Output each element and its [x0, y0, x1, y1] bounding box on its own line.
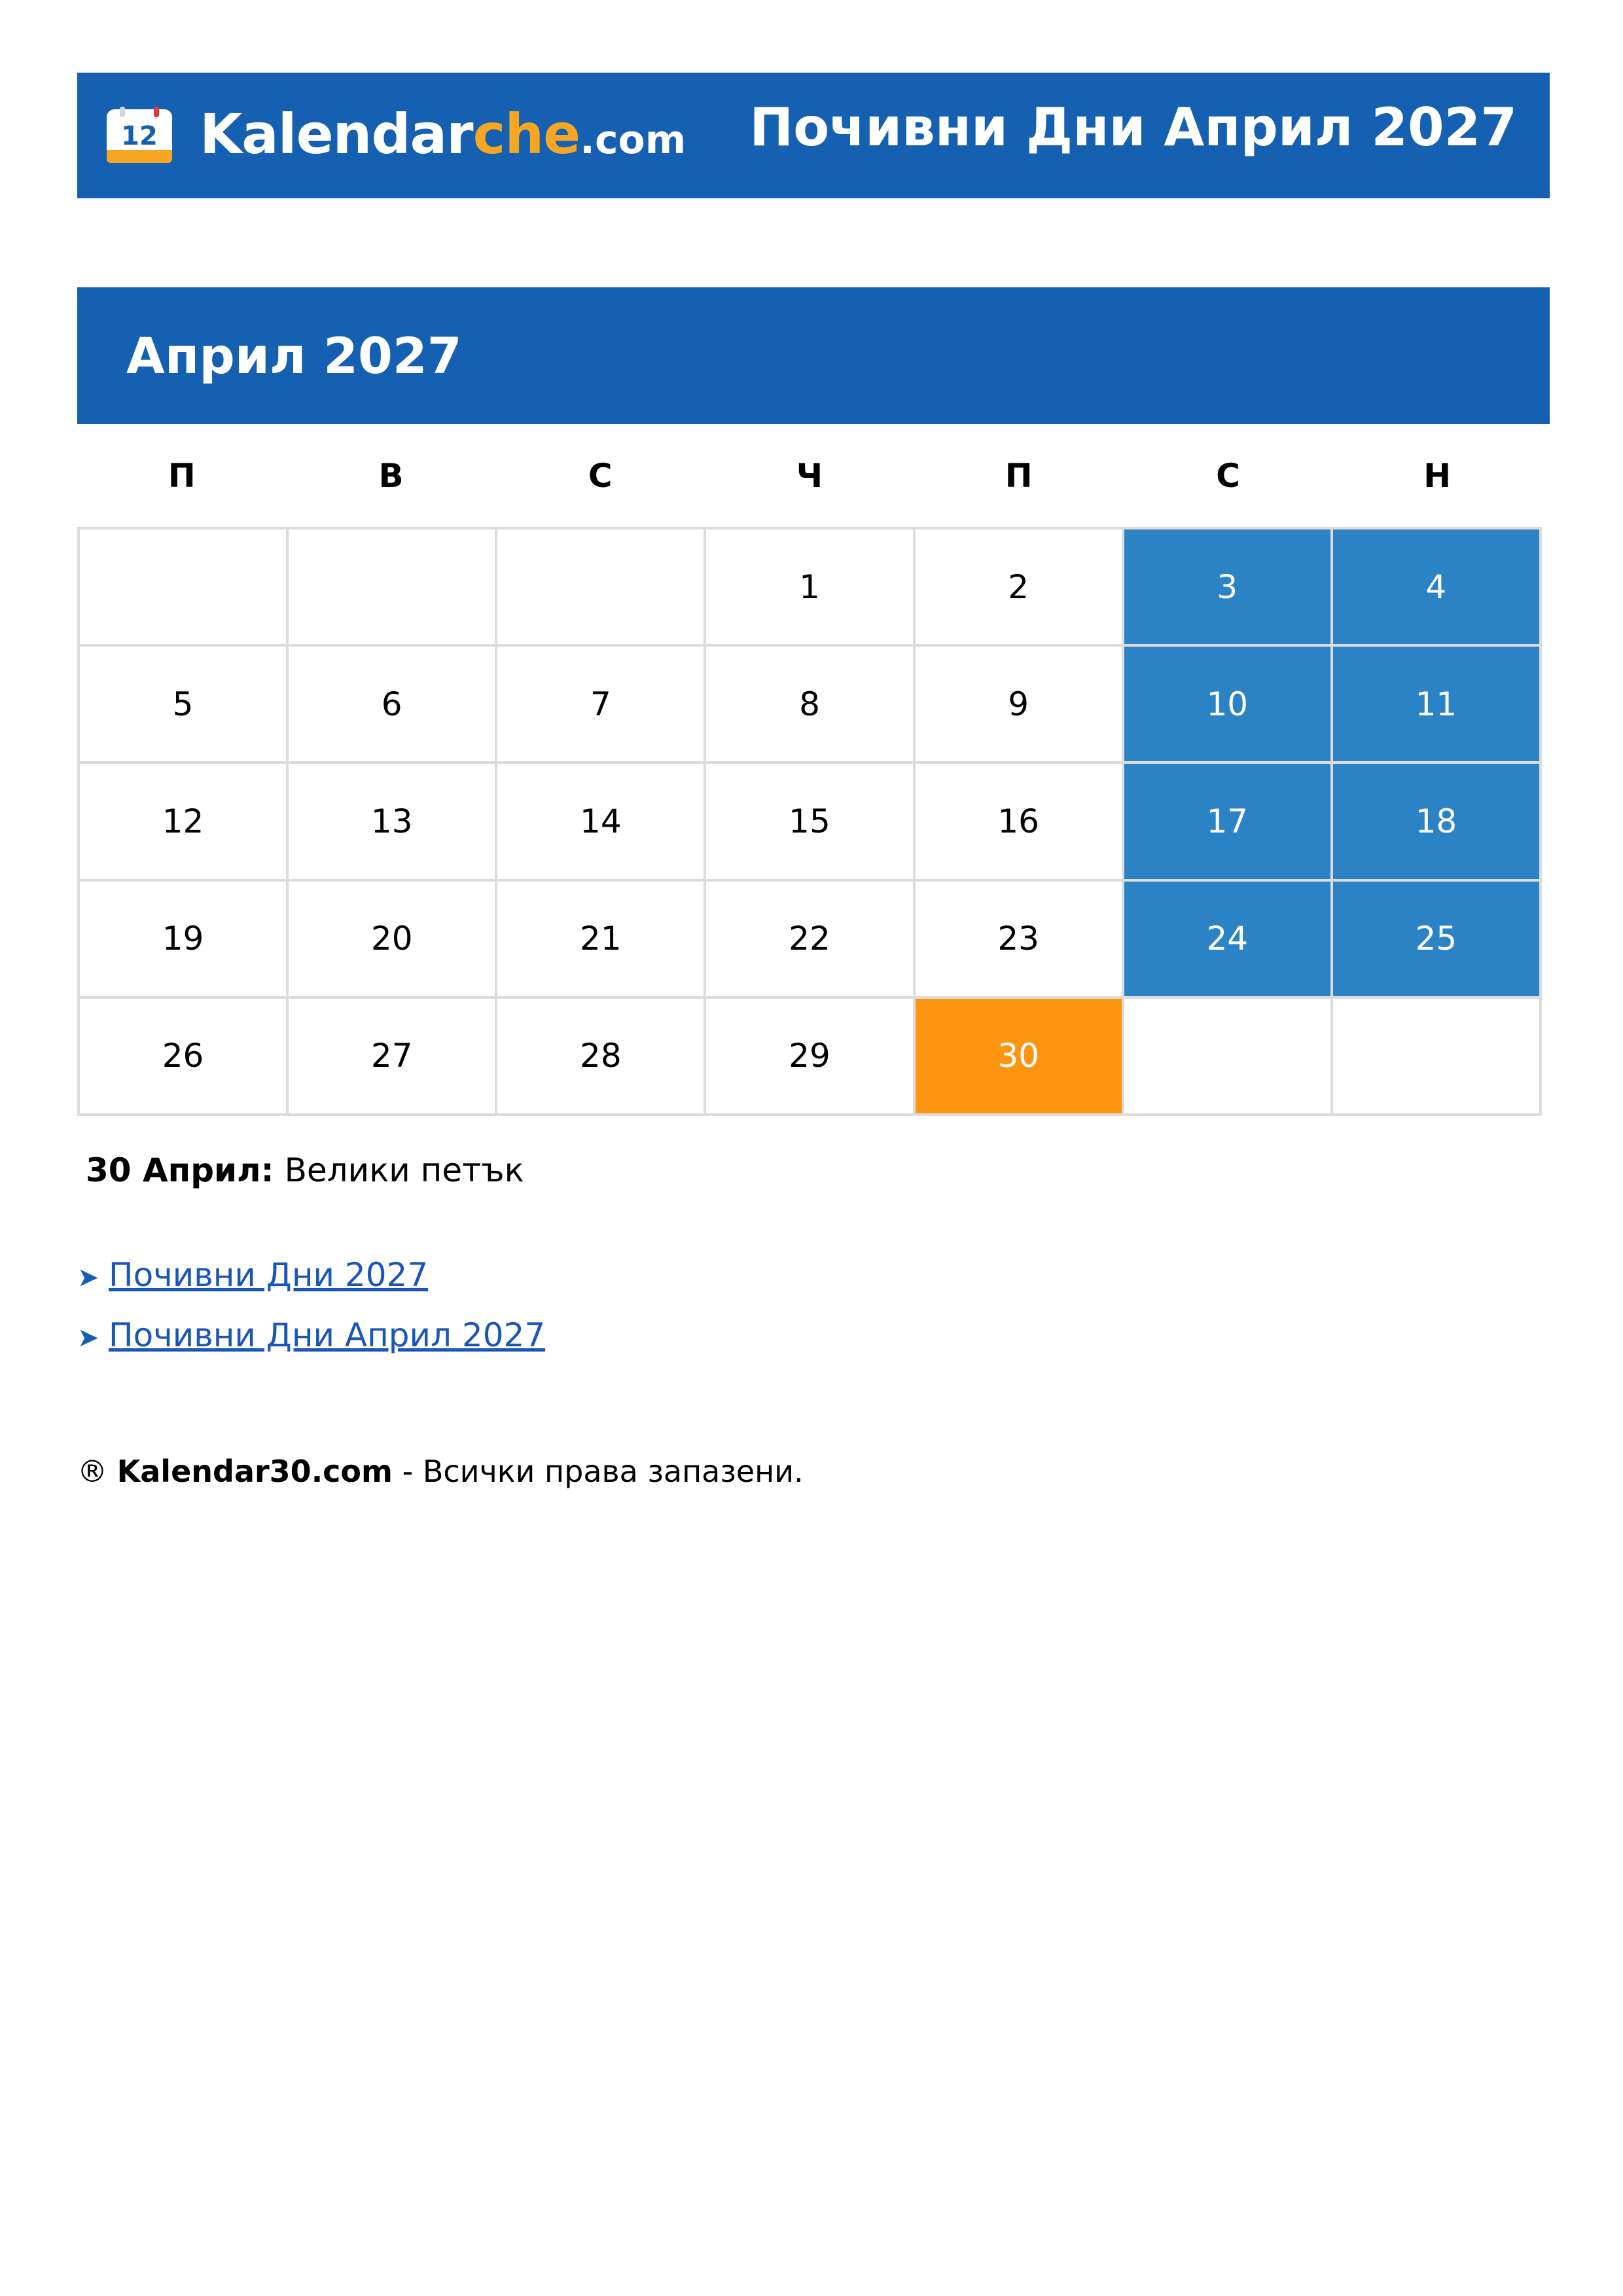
- day-cell[interactable]: 4: [1333, 529, 1542, 647]
- link-holidays-month[interactable]: Почивни Дни Април 2027: [109, 1316, 546, 1354]
- day-cell: [289, 529, 497, 647]
- footer: [77, 1445, 804, 1498]
- day-cell: [497, 529, 706, 647]
- logo-name-part3: .com: [580, 117, 687, 163]
- registered-symbol: ®: [77, 1454, 107, 1489]
- day-cell[interactable]: 24: [1124, 882, 1333, 999]
- related-link-row: [77, 1305, 993, 1365]
- day-cell[interactable]: 29: [706, 999, 915, 1116]
- day-cell[interactable]: 21: [497, 882, 706, 999]
- holiday-note-name: Велики петък: [284, 1151, 524, 1189]
- site-header: [77, 73, 1550, 198]
- day-cell[interactable]: 5: [80, 647, 289, 764]
- weekday-header-row: [77, 440, 1542, 512]
- day-cell[interactable]: 20: [289, 882, 497, 999]
- day-cell[interactable]: 23: [916, 882, 1124, 999]
- day-cell[interactable]: 28: [497, 999, 706, 1116]
- day-cell[interactable]: 26: [80, 999, 289, 1116]
- day-cell[interactable]: 9: [916, 647, 1124, 764]
- footer-site-name[interactable]: Kalendar30.com: [116, 1454, 393, 1489]
- day-cell[interactable]: 6: [289, 647, 497, 764]
- calendar-grid: [77, 527, 1542, 1116]
- page-title: Почивни Дни Април 2027: [749, 97, 1517, 158]
- site-logo[interactable]: [200, 101, 686, 167]
- weekday-saturday: С: [1216, 457, 1240, 495]
- weekday-tuesday: В: [378, 457, 404, 495]
- day-cell[interactable]: 30: [916, 999, 1124, 1116]
- day-cell[interactable]: 14: [497, 764, 706, 881]
- day-cell[interactable]: 13: [289, 764, 497, 881]
- day-cell[interactable]: 25: [1333, 882, 1542, 999]
- day-cell[interactable]: 27: [289, 999, 497, 1116]
- arrow-right-icon: ➤: [77, 1263, 99, 1293]
- related-links: [77, 1245, 993, 1365]
- day-cell[interactable]: 19: [80, 882, 289, 999]
- arrow-right-icon: ➤: [77, 1323, 99, 1353]
- day-cell[interactable]: 11: [1333, 647, 1542, 764]
- day-cell: [80, 529, 289, 647]
- day-cell[interactable]: 10: [1124, 647, 1333, 764]
- day-cell[interactable]: 17: [1124, 764, 1333, 881]
- day-cell[interactable]: 3: [1124, 529, 1333, 647]
- calendar-logo-icon[interactable]: [105, 107, 173, 164]
- weekday-thursday: Ч: [796, 457, 823, 495]
- logo-name-part2: che: [473, 102, 580, 166]
- day-cell: [1124, 999, 1333, 1116]
- related-link-row: [77, 1245, 993, 1305]
- day-cell[interactable]: 7: [497, 647, 706, 764]
- day-cell[interactable]: 8: [706, 647, 915, 764]
- day-cell[interactable]: 18: [1333, 764, 1542, 881]
- day-cell[interactable]: 1: [706, 529, 915, 647]
- holiday-note-date: 30 Април:: [86, 1151, 274, 1189]
- day-cell: [1333, 999, 1542, 1116]
- month-title: Април 2027: [126, 327, 462, 385]
- day-cell[interactable]: 22: [706, 882, 915, 999]
- weekday-sunday: Н: [1423, 457, 1452, 495]
- weekday-monday: П: [168, 457, 196, 495]
- logo-name-part1: Kalendar: [200, 102, 473, 166]
- weekday-friday: П: [1005, 457, 1033, 495]
- day-cell[interactable]: 16: [916, 764, 1124, 881]
- link-holidays-year[interactable]: Почивни Дни 2027: [109, 1256, 429, 1294]
- day-cell[interactable]: 15: [706, 764, 915, 881]
- holiday-note: [86, 1144, 524, 1196]
- day-cell[interactable]: 12: [80, 764, 289, 881]
- weekday-wednesday: С: [588, 457, 613, 495]
- footer-rights-text: - Всички права запазени.: [402, 1454, 804, 1489]
- day-cell[interactable]: 2: [916, 529, 1124, 647]
- logo-icon-number: 12: [121, 121, 158, 151]
- month-header: [77, 287, 1550, 424]
